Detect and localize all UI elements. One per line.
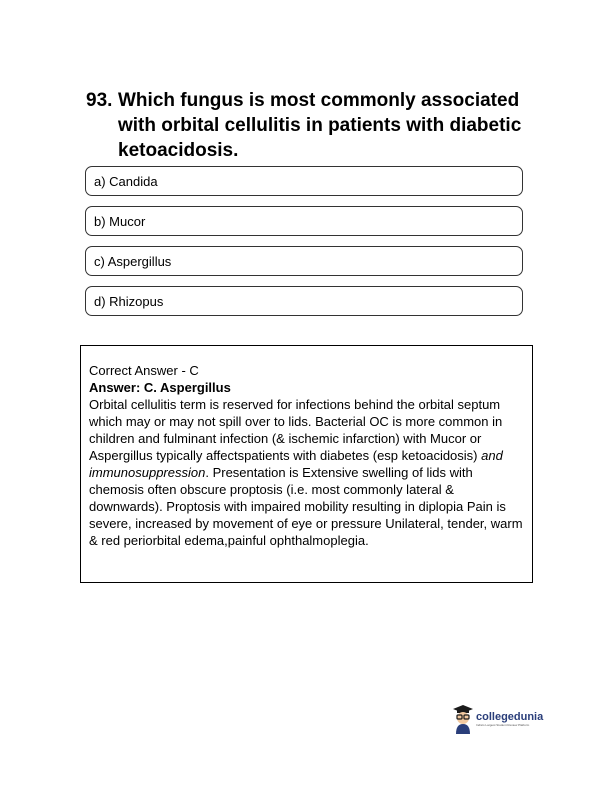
option-b[interactable]: b) Mucor <box>85 206 523 236</box>
brand-logo <box>452 704 543 734</box>
question-text: Which fungus is most commonly associated with orbital cellulitis in patients with diabetic ketoacidosis. <box>118 90 522 161</box>
question-number: 93. <box>86 90 113 111</box>
explanation-part2: . Presentation is Extensive swelling of lids with chemosis often obscure proptosis (i.e. most commonly lateral & downwards). Proptosis with impaired mobility resulting in diplopia Pain is severe, increased by movement of eye or pressure Unilateral, tender, warm & red periorbital edema,painful ophthalmoplegia. <box>89 465 523 548</box>
brand-name: collegedunia <box>476 711 544 723</box>
answer-explanation <box>89 397 523 548</box>
option-c[interactable]: c) Aspergillus <box>85 246 523 276</box>
option-a[interactable]: a) Candida <box>85 166 523 196</box>
answer-heading: Answer: C. Aspergillus <box>89 380 231 395</box>
explanation-part1: Orbital cellulitis term is reserved for infections behind the orbital septum which may or may not spill over to lids. Bacterial OC is more common in children and fulminant infection (& ischemic infarction) with Mucor or Aspergillus typically affectspatients with diabetes (esp ketoacidosis) <box>89 397 503 463</box>
option-d[interactable]: d) Rhizopus <box>85 286 523 316</box>
explanation-italic: and immunosuppression <box>89 448 503 480</box>
correct-answer-line: Correct Answer - C <box>89 363 199 378</box>
brand-tagline: India's Largest Student Review Platform <box>476 723 530 727</box>
answer-box <box>80 345 533 583</box>
question <box>86 88 526 163</box>
graduate-mascot-icon <box>452 704 474 734</box>
